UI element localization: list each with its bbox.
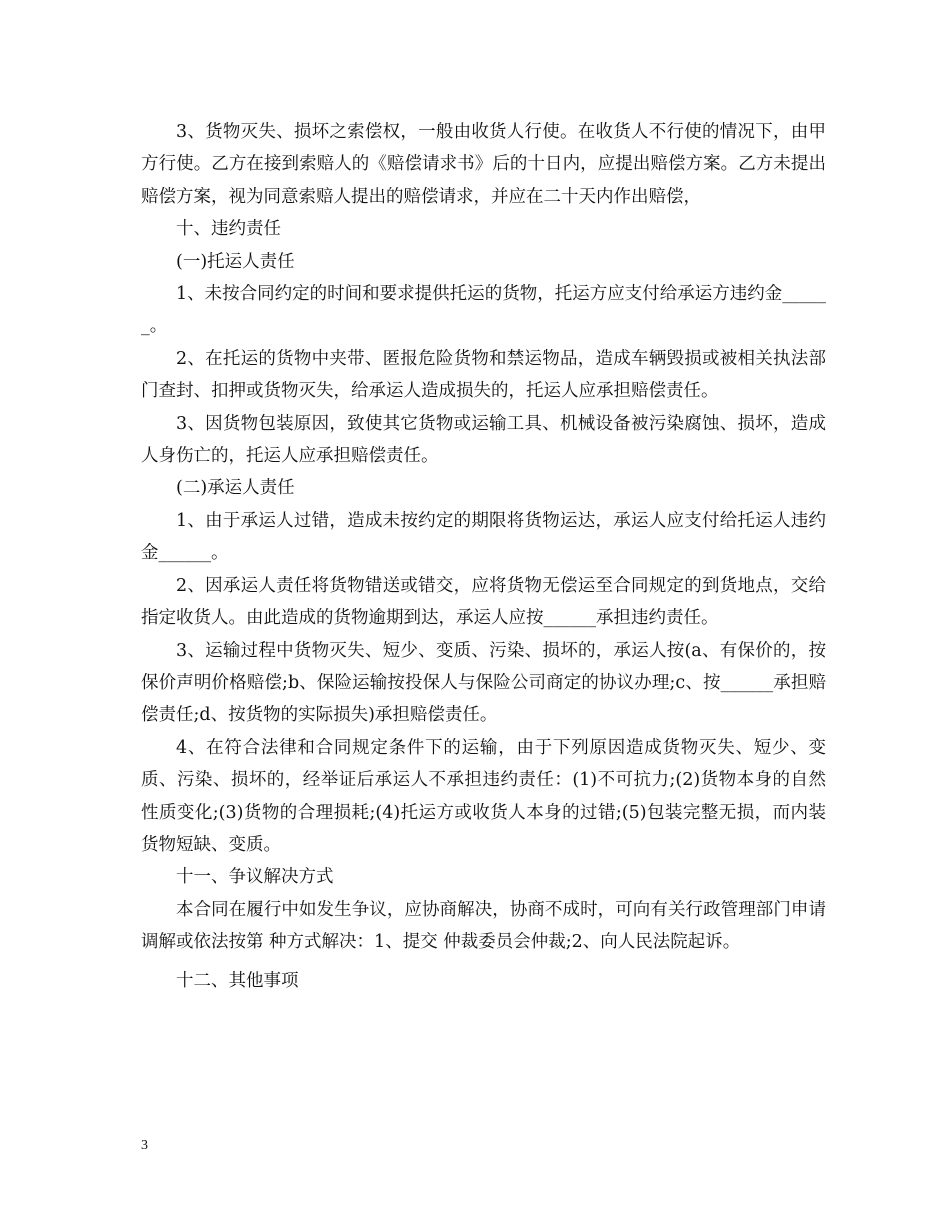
document-body: [141, 116, 826, 997]
paragraph-shipper-clause-1: 1、未按合同约定的时间和要求提供托运的货物，托运方应支付给承运方违约金______。: [141, 284, 826, 337]
paragraph-carrier-clause-2: 2、因承运人责任将货物错送或错交，应将货物无偿运至合同规定的到货地点，交给指定收货人。由此造成的货物逾期到达，承运人应按______承担违约责任。: [141, 575, 826, 629]
paragraph-carrier-clause-3: 3、运输过程中货物灭失、短少、变质、污染、损坏的，承运人按(a、有保价的，按保价声明价格赔偿;b、保险运输按投保人与保险公司商定的协议办理;c、按______承担赔偿责任;d、按货物的实际损失)承担赔偿责任。: [141, 640, 826, 726]
paragraph-carrier-clause-1: 1、由于承运人过错，造成未按约定的期限将货物运达，承运人应支付给托运人违约金______。: [141, 510, 826, 564]
paragraph-carrier-clause-4: 4、在符合法律和合同规定条件下的运输，由于下列原因造成货物灭失、短少、变质、污染、损坏的，经举证后承运人不承担违约责任：(1)不可抗力;(2)货物本身的自然性质变化;(3)货物的合理损耗;(4)托运方或收货人本身的过错;(5)包装完整无损，而内装货物短缺、变质。: [141, 737, 826, 855]
paragraph-claim-rights: 3、货物灭失、损坏之索偿权，一般由收货人行使。在收货人不行使的情况下，由甲方行使。乙方在接到索赔人的《赔偿请求书》后的十日内，应提出赔偿方案。乙方未提出赔偿方案，视为同意索赔人提出的赔偿请求，并应在二十天内作出赔偿，: [141, 122, 826, 207]
paragraph-dispute-resolution: 本合同在履行中如发生争议，应协商解决，协商不成时，可向有关行政管理部门申请调解或依法按第 种方式解决：1、提交 仲裁委员会仲裁;2、向人民法院起诉。: [141, 899, 826, 953]
subsection-heading-shipper-liability: (一)托运人责任: [176, 251, 295, 272]
paragraph-shipper-clause-2: 2、在托运的货物中夹带、匿报危险货物和禁运物品，造成车辆毁损或被相关执法部门查封、扣押或货物灭失，给承运人造成损失的，托运人应承担赔偿责任。: [141, 348, 826, 402]
section-heading-other-matters: 十二、其他事项: [176, 970, 299, 991]
section-heading-breach-liability: 十、违约责任: [176, 219, 281, 240]
subsection-heading-carrier-liability: (二)承运人责任: [176, 478, 295, 499]
section-heading-dispute-resolution: 十一、争议解决方式: [176, 867, 334, 888]
paragraph-shipper-clause-3: 3、因货物包装原因，致使其它货物或运输工具、机械设备被污染腐蚀、损坏，造成人身伤亡的，托运人应承担赔偿责任。: [141, 413, 826, 467]
page-number: 3: [141, 1138, 148, 1153]
